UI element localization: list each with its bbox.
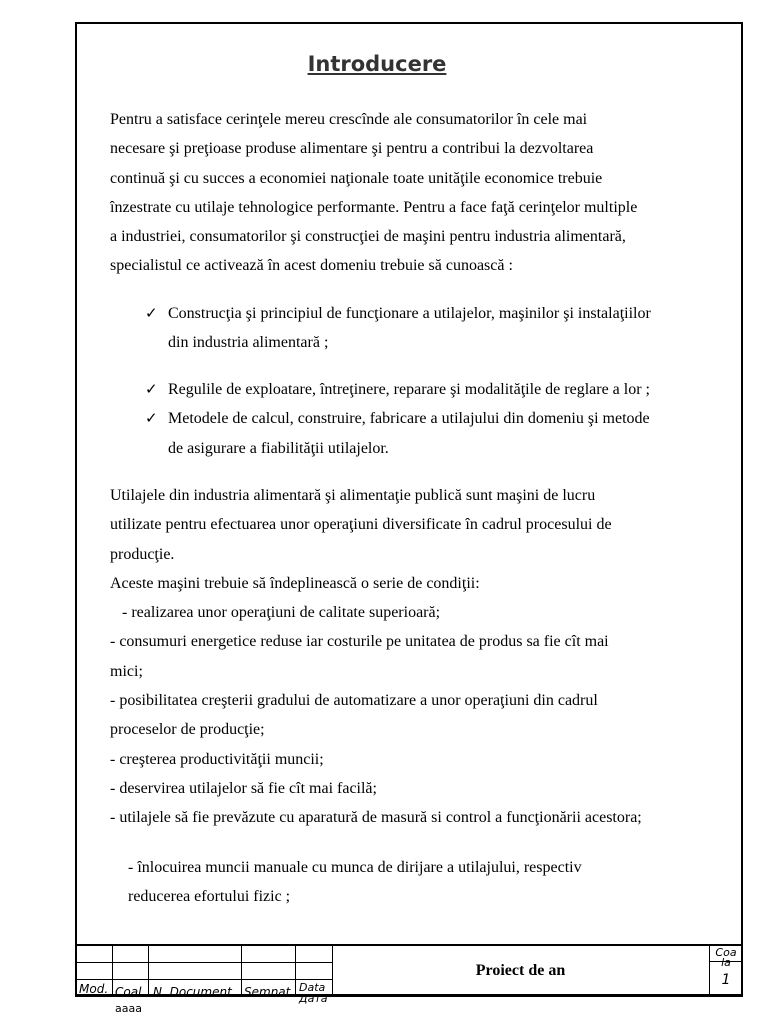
page-title: Introducere (307, 52, 447, 76)
bullet-list (145, 375, 650, 463)
project-title: Proiect de an (475, 961, 566, 979)
text-line: Aceste maşini trebuie să îndeplinească o serie de condiţii: (110, 574, 480, 592)
data-label: Data Дата (299, 981, 328, 1005)
checkmark-icon: ✓ (145, 380, 158, 398)
text-line: - înlocuirea muncii manuale cu munca de dirijare a utilajului, respectiv (128, 859, 582, 876)
text-line: Utilajele din industria alimentară şi alimentaţie publică sunt maşini de lucru (110, 487, 596, 504)
text-line: mici; (110, 662, 143, 680)
bullet-text: de asigurare a fiabilităţii utilajelor. (168, 439, 389, 457)
text-line: - deservirea utilajelor să fie cît mai facilă; (110, 779, 377, 797)
text-line: producţie. (110, 545, 175, 563)
title-block-rule (241, 946, 242, 995)
semnat-label: Semnat (244, 985, 291, 999)
title-block-rule (295, 946, 296, 995)
text-line: - posibilitatea creşterii gradului de automatizare a unor operaţiuni din cadrul (110, 692, 598, 710)
text-line: necesare şi preţioase produse alimentare şi pentru a contribui la dezvoltarea (110, 140, 594, 158)
sheet-number: 1 (721, 972, 731, 988)
bullet-text: Construcţia şi principiul de funcţionare a utilajelor, maşinilor şi instalaţiilor (168, 305, 651, 322)
bullet-item (145, 375, 650, 404)
bullet-list (145, 299, 651, 358)
title-block-rule (77, 962, 332, 963)
bullet-item (145, 299, 651, 358)
text-line: reducerea efortului fizic ; (128, 888, 291, 906)
intro-paragraph (110, 105, 637, 281)
bullet-item (145, 404, 650, 463)
final-paragraph (128, 853, 582, 912)
checkmark-icon: ✓ (145, 409, 158, 428)
text-line: înzestrate cu utilaje tehnologice performante. Pentru a face faţă cerinţelor multiple (110, 198, 638, 216)
coal-label: Coal (115, 985, 142, 999)
text-line: specialistul ce activează în acest domeniu trebuie să cunoască : (110, 257, 513, 275)
text-line: - creşterea productivităţii muncii; (110, 750, 324, 768)
body-paragraph (110, 481, 642, 833)
text-line: proceselor de producţie; (110, 721, 265, 739)
text-line: a industriei, consumatorilor şi construcţiei de maşini pentru industria alimentară, (110, 228, 626, 246)
bullet-text: Metodele de calcul, construire, fabricare a utilajului din domeniu şi metode (168, 410, 650, 428)
title-block-rule (77, 979, 332, 980)
text-line: - realizarea unor operaţiuni de calitate superioară; (110, 604, 441, 622)
text-line: continuă şi cu succes a economiei naţionale toate unităţile economice trebuie (110, 169, 603, 187)
text-line: utilizate pentru efectuarea unor operaţiuni diversificate în cadrul procesului de (110, 516, 612, 534)
text-line: - utilajele să fie prevăzute cu aparatură de masură si control a funcţionării acestora; (110, 809, 642, 827)
text-line: Pentru a satisface cerinţele mereu crescînde ale consumatorilor în cele mai (110, 111, 588, 128)
title-block (75, 944, 743, 1005)
text-line: - consumuri energetice reduse iar costurile pe unitatea de produs sa fie cît mai (110, 633, 609, 651)
footer-text: aaaa (115, 1002, 142, 1015)
n-document-label: N. Document (153, 985, 232, 999)
title-block-rule (148, 946, 149, 995)
bullet-text: din industria alimentară ; (168, 334, 329, 352)
mod-label: Mod. (79, 982, 109, 996)
bullet-text: Regulile de exploatare, întreţinere, reparare şi modalităţile de reglare a lor ; (168, 381, 650, 398)
sheet-label: Coala (715, 946, 737, 969)
checkmark-icon: ✓ (145, 304, 158, 322)
title-block-rule (112, 946, 113, 995)
